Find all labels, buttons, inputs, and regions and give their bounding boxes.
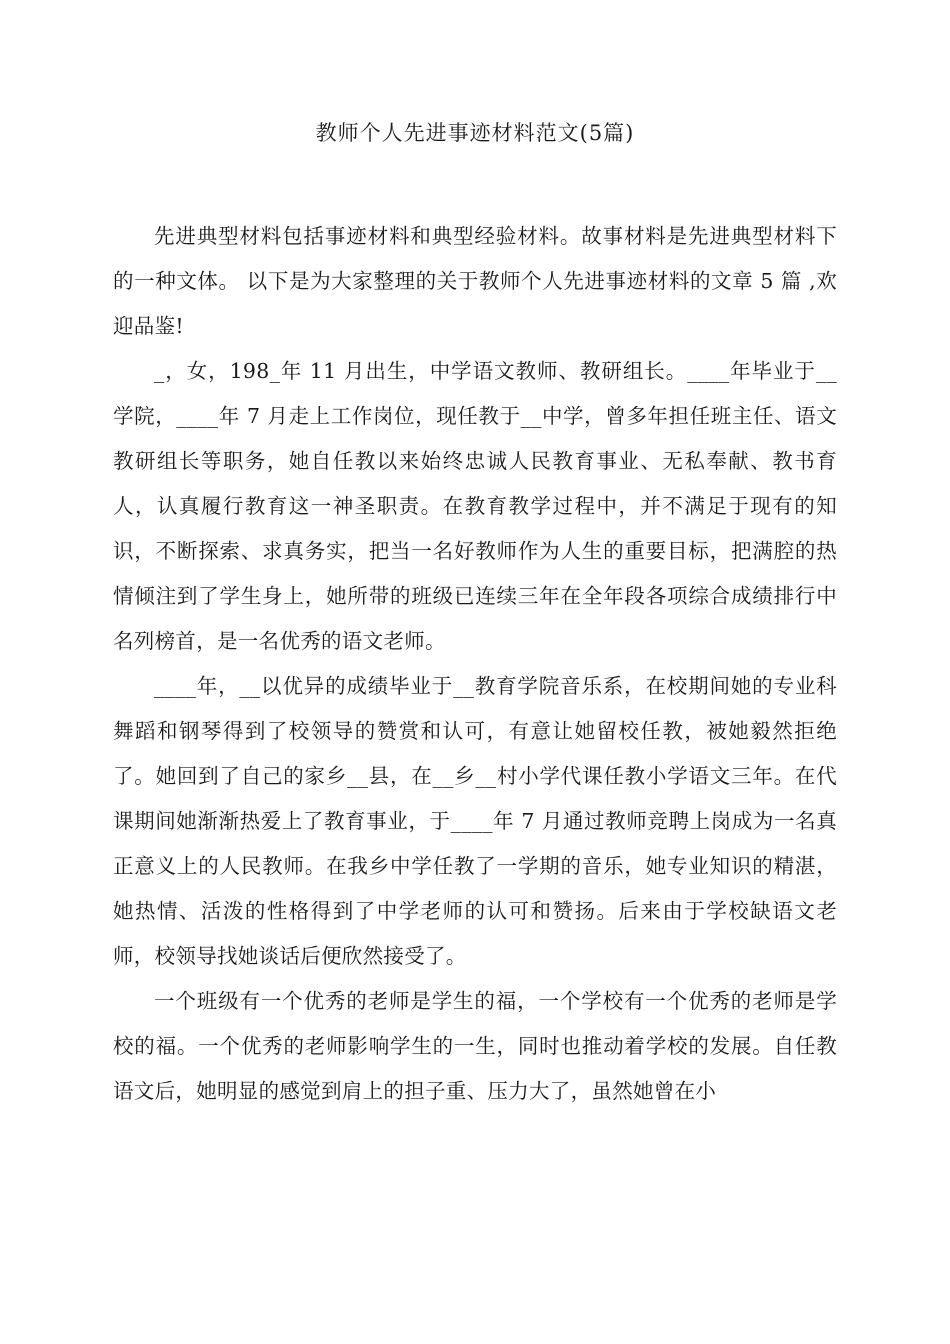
paragraph-career: ____年，__以优异的成绩毕业于__教育学院音乐系，在校期间她的专业科舞蹈和钢琴得到了校领导的赞赏和认可，有意让她留校任教，被她毅然拒绝了。她回到了自己的家乡__县，在__乡__村小学代课任教小学语文三年。在代课期间她渐渐热爱上了教育事业，于____年 7 月通过教师竞聘上岗成为一名真正意义上的人民教师。在我乡中学任教了一学期的音乐，她专业知识的精湛，她热情、活泼的性格得到了中学老师的认可和赞扬。后来由于学校缺语文老师，校领导找她谈话后便欣然接受了。: [113, 674, 837, 968]
paragraph-profile: _，女，198_年 11 月出生，中学语文教师、教研组长。____年毕业于__学院，____年 7 月走上工作岗位，现任教于__中学，曾多年担任班主任、语文教研组长等职务，她自任教以来始终忠诚人民教育事业、无私奉献、教书育人，认真履行教育这一神圣职责。在教育教学过程中，并不满足于现有的知识，不断探索、求真务实，把当一名好教师作为人生的重要目标，把满腔的热情倾注到了学生身上，她所带的班级已连续三年在全年段各项综合成绩排行中名列榜首，是一名优秀的语文老师。: [113, 359, 837, 653]
document-title: 教师个人先进事迹材料范文(5篇): [315, 121, 635, 145]
paragraph-teaching: 一个班级有一个优秀的老师是学生的福，一个学校有一个优秀的老师是学校的福。一个优秀的老师影响学生的一生，同时也推动着学校的发展。自任教语文后，她明显的感觉到肩上的担子重、压力大了，虽然她曾在小: [113, 989, 837, 1103]
document-body: [113, 214, 837, 1114]
paragraph-intro: 先进典型材料包括事迹材料和典型经验材料。故事材料是先进典型材料下的一种文体。 以下是为大家整理的关于教师个人先进事迹材料的文章 5 篇 ,欢迎品鉴!: [113, 224, 837, 338]
